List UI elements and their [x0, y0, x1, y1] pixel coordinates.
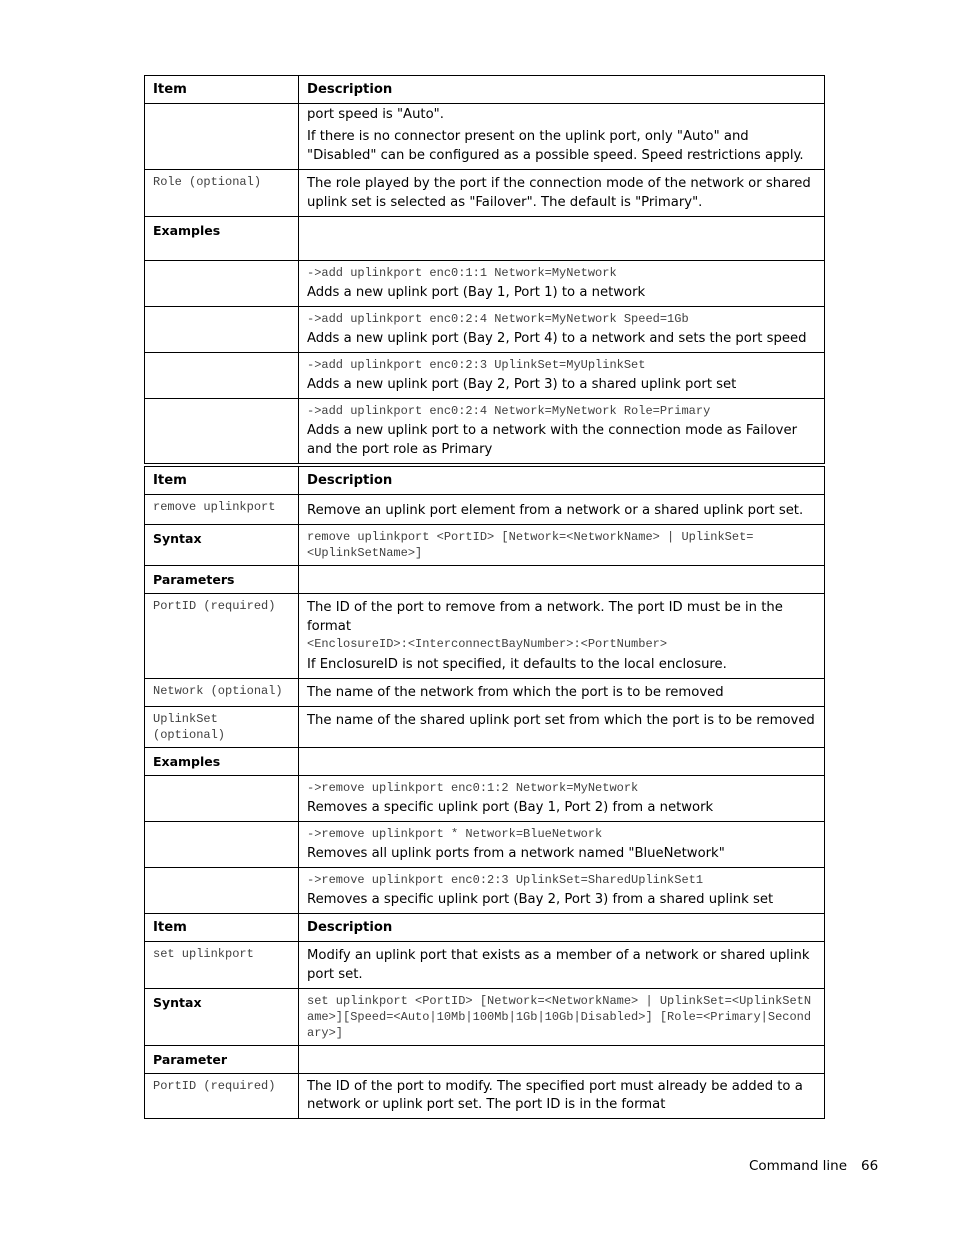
command-description: Modify an uplink port that exists as a member of a network or shared uplink port set.: [299, 942, 825, 989]
example-description: Adds a new uplink port (Bay 1, Port 1) to a network: [307, 285, 646, 300]
example-description: Removes a specific uplink port (Bay 2, Port 3) from a shared uplink set: [307, 892, 774, 907]
table-row: [145, 495, 825, 525]
example-description: Removes a specific uplink port (Bay 1, Port 2) from a network: [307, 800, 714, 815]
param-portid-note: If EnclosureID is not specified, it defaults to the local enclosure.: [307, 657, 727, 672]
header-description: Description: [299, 76, 825, 104]
table-remove-uplinkport: [144, 466, 825, 914]
table-header-row: [145, 914, 825, 942]
table-row: [145, 748, 825, 776]
example-command: ->add uplinkport enc0:2:4 Network=MyNetwork Role=Primary: [307, 404, 711, 418]
header-item: Item: [145, 467, 299, 495]
param-portid: PortID (required): [145, 594, 299, 679]
table-row: [145, 217, 825, 261]
command-description: Remove an uplink port element from a network or a shared uplink port set.: [299, 495, 825, 525]
table-row: [145, 1074, 825, 1119]
table-row: [145, 679, 825, 707]
param-portid-description: The ID of the port to remove from a network. The port ID must be in the format: [307, 600, 783, 634]
example-row: [145, 353, 825, 399]
parameters-label: Parameters: [145, 566, 299, 594]
header-description: Description: [299, 467, 825, 495]
param-portid-format: <EnclosureID>:<InterconnectBayNumber>:<PortNumber>: [307, 637, 668, 651]
example-command: ->remove uplinkport enc0:1:2 Network=MyNetwork: [307, 781, 639, 795]
examples-label: Examples: [145, 217, 299, 261]
table-row: [145, 707, 825, 748]
example-description: Adds a new uplink port (Bay 2, Port 4) to a network and sets the port speed: [307, 331, 807, 346]
syntax-label: Syntax: [145, 989, 299, 1046]
syntax-label: Syntax: [145, 525, 299, 566]
example-row: [145, 868, 825, 914]
example-command: ->add uplinkport enc0:2:3 UplinkSet=MyUplinkSet: [307, 358, 646, 372]
table-row: [145, 989, 825, 1046]
table-row: [145, 942, 825, 989]
footer-section-title: Command line: [749, 1158, 848, 1174]
example-command: ->remove uplinkport * Network=BlueNetwork: [307, 827, 603, 841]
example-row: [145, 261, 825, 307]
syntax-value: remove uplinkport <PortID> [Network=<NetworkName> | UplinkSet=<UplinkSetName>]: [299, 525, 825, 566]
example-description: Adds a new uplink port (Bay 2, Port 3) to a shared uplink port set: [307, 377, 737, 392]
table-row: [145, 525, 825, 566]
param-network: Network (optional): [145, 679, 299, 707]
syntax-value: set uplinkport <PortID> [Network=<NetworkName> | UplinkSet=<UplinkSetName>][Speed=<Auto|10Mb|100Mb|1Gb|10Gb|Disabled>] [Role=<Primary|Secondary>]: [299, 989, 825, 1046]
example-description: Adds a new uplink port to a network with the connection mode as Failover and the port role as Primary: [307, 423, 798, 457]
param-network-description: The name of the network from which the port is to be removed: [299, 679, 825, 707]
table-row: [145, 104, 825, 170]
param-portid-description: The ID of the port to modify. The specified port must already be added to a network or uplink port set. The port ID is in the format: [299, 1074, 825, 1119]
command-name: remove uplinkport: [145, 495, 299, 525]
command-name: set uplinkport: [145, 942, 299, 989]
example-command: ->remove uplinkport enc0:2:3 UplinkSet=SharedUplinkSet1: [307, 873, 704, 887]
table-row: [145, 170, 825, 217]
table-row: [145, 594, 825, 679]
table-header-row: [145, 76, 825, 104]
example-row: [145, 399, 825, 464]
header-description: Description: [299, 914, 825, 942]
param-portid: PortID (required): [145, 1074, 299, 1119]
page-number: 66: [861, 1158, 879, 1174]
example-row: [145, 822, 825, 868]
table-add-uplinkport-continued: [144, 75, 825, 464]
table-set-uplinkport: [144, 913, 825, 1119]
param-role: Role (optional): [145, 170, 299, 217]
table-row: [145, 566, 825, 594]
table-row: [145, 1046, 825, 1074]
example-command: ->add uplinkport enc0:1:1 Network=MyNetwork: [307, 266, 617, 280]
example-command: ->add uplinkport enc0:2:4 Network=MyNetwork Speed=1Gb: [307, 312, 689, 326]
header-item: Item: [145, 76, 299, 104]
parameter-label: Parameter: [145, 1046, 299, 1074]
example-row: [145, 776, 825, 822]
table-header-row: [145, 467, 825, 495]
speed-default-text: port speed is "Auto".: [307, 107, 444, 122]
example-row: [145, 307, 825, 353]
speed-restriction-text: If there is no connector present on the uplink port, only "Auto" and "Disabled" can be configured as a possible speed. Speed restrictions apply.: [307, 129, 804, 163]
param-uplinkset-description: The name of the shared uplink port set from which the port is to be removed: [299, 707, 825, 748]
header-item: Item: [145, 914, 299, 942]
param-role-description: The role played by the port if the connection mode of the network or shared uplink set is selected as "Failover". The default is "Primary".: [299, 170, 825, 217]
param-uplinkset: UplinkSet (optional): [145, 707, 299, 748]
page-footer: [749, 1158, 878, 1174]
examples-label: Examples: [145, 748, 299, 776]
example-description: Removes all uplink ports from a network named "BlueNetwork": [307, 846, 725, 861]
